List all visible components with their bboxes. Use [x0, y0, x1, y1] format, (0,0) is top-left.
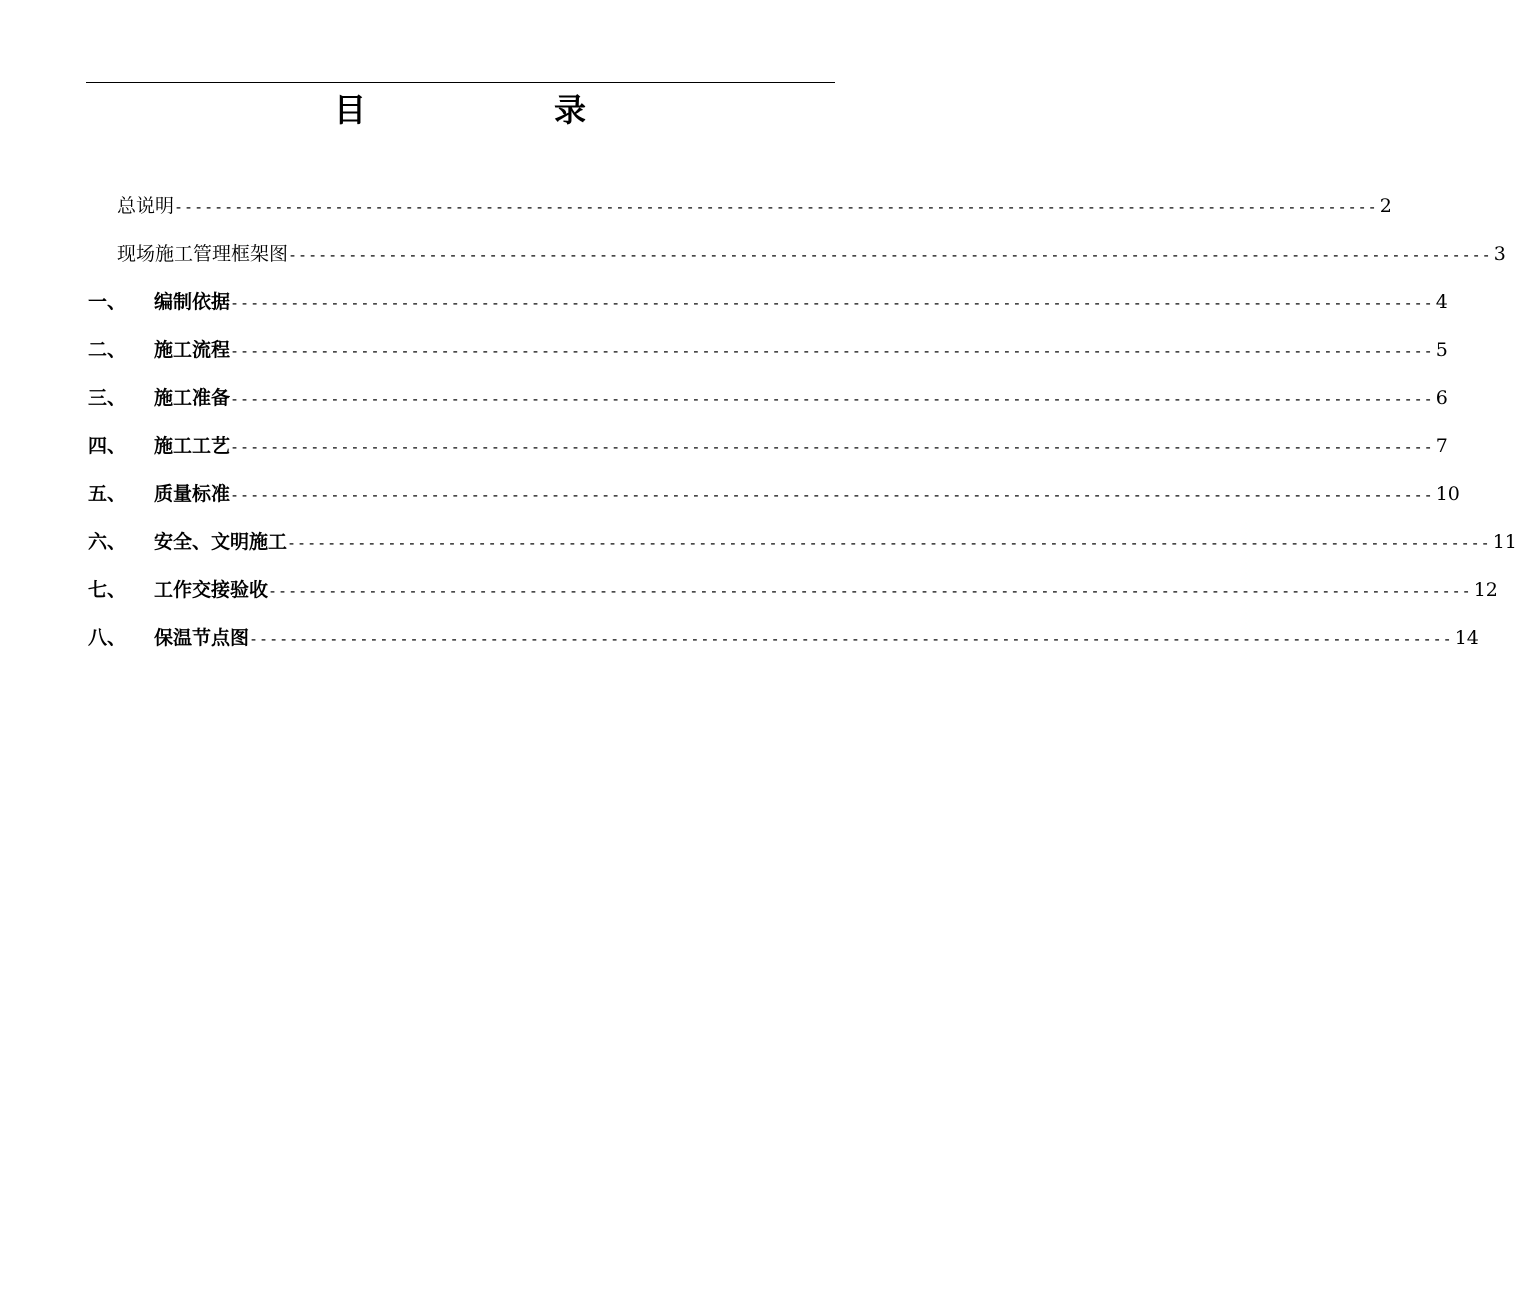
- page-title: 目 录: [333, 91, 664, 129]
- toc-entry-number: 四、: [88, 435, 127, 457]
- toc-leader: ------------------------------------------------------------------------------------------------------------------------: [268, 582, 1472, 600]
- toc-entry-number: 三、: [88, 387, 127, 409]
- toc-entry-1[interactable]: [88, 287, 1448, 317]
- toc-leader: ------------------------------------------------------------------------------------------------------------------------: [230, 390, 1434, 408]
- toc-leader: ------------------------------------------------------------------------------------------------------------------------: [230, 342, 1434, 360]
- toc-entry-5[interactable]: [88, 479, 1460, 509]
- toc-entry-label: 施工流程: [154, 339, 231, 361]
- toc-entry-label: 工作交接验收: [154, 579, 269, 601]
- toc-entry-label: 现场施工管理框架图: [117, 243, 289, 265]
- toc-entry-label: 保温节点图: [154, 627, 250, 649]
- toc-entry-6[interactable]: [88, 527, 1517, 557]
- toc-entry-number: 六、: [88, 531, 127, 553]
- toc-entry-3[interactable]: [88, 383, 1448, 413]
- toc-entry-page: 12: [1473, 579, 1498, 601]
- toc-entry-page: 10: [1435, 483, 1460, 505]
- toc-entry-8[interactable]: [88, 623, 1479, 653]
- toc-entry-page: 5: [1435, 339, 1448, 361]
- toc-leader: ------------------------------------------------------------------------------------------------------------------------: [288, 246, 1492, 264]
- toc-entry-page: 3: [1493, 243, 1506, 265]
- toc-leader: ------------------------------------------------------------------------------------------------------------------------: [287, 534, 1491, 552]
- toc-entry-number: 二、: [88, 339, 127, 361]
- toc-entry-number: 八、: [88, 627, 127, 649]
- toc-entry-label: 施工准备: [154, 387, 231, 409]
- toc-entry-page: 6: [1435, 387, 1448, 409]
- toc-entry-2[interactable]: [88, 335, 1448, 365]
- toc-entry-label: 总说明: [117, 195, 175, 217]
- toc-leader: ------------------------------------------------------------------------------------------------------------------------: [249, 630, 1453, 648]
- toc-entry-page: 14: [1454, 627, 1479, 649]
- toc-entry-label: 质量标准: [154, 483, 231, 505]
- toc-entry-number: 五、: [88, 483, 127, 505]
- toc-entry-framework[interactable]: [117, 239, 1506, 269]
- toc-entry-number: 一、: [88, 291, 127, 313]
- toc-entry-page: 11: [1492, 531, 1517, 553]
- toc-leader: ------------------------------------------------------------------------------------------------------------------------: [174, 198, 1378, 216]
- toc-entry-7[interactable]: [88, 575, 1498, 605]
- toc-entry-page: 7: [1435, 435, 1448, 457]
- toc-entry-number: 七、: [88, 579, 127, 601]
- toc-entry-label: 安全、文明施工: [154, 531, 288, 553]
- toc-entry-label: 编制依据: [154, 291, 231, 313]
- toc-entry-label: 施工工艺: [154, 435, 231, 457]
- toc-leader: ------------------------------------------------------------------------------------------------------------------------: [230, 438, 1434, 456]
- toc-entry-4[interactable]: [88, 431, 1448, 461]
- toc-entry-page: 4: [1435, 291, 1448, 313]
- toc-entry-overview[interactable]: [117, 191, 1392, 221]
- toc-entry-page: 2: [1379, 195, 1392, 217]
- header-rule: [86, 82, 835, 83]
- toc-leader: ------------------------------------------------------------------------------------------------------------------------: [230, 486, 1434, 504]
- toc-leader: ------------------------------------------------------------------------------------------------------------------------: [230, 294, 1434, 312]
